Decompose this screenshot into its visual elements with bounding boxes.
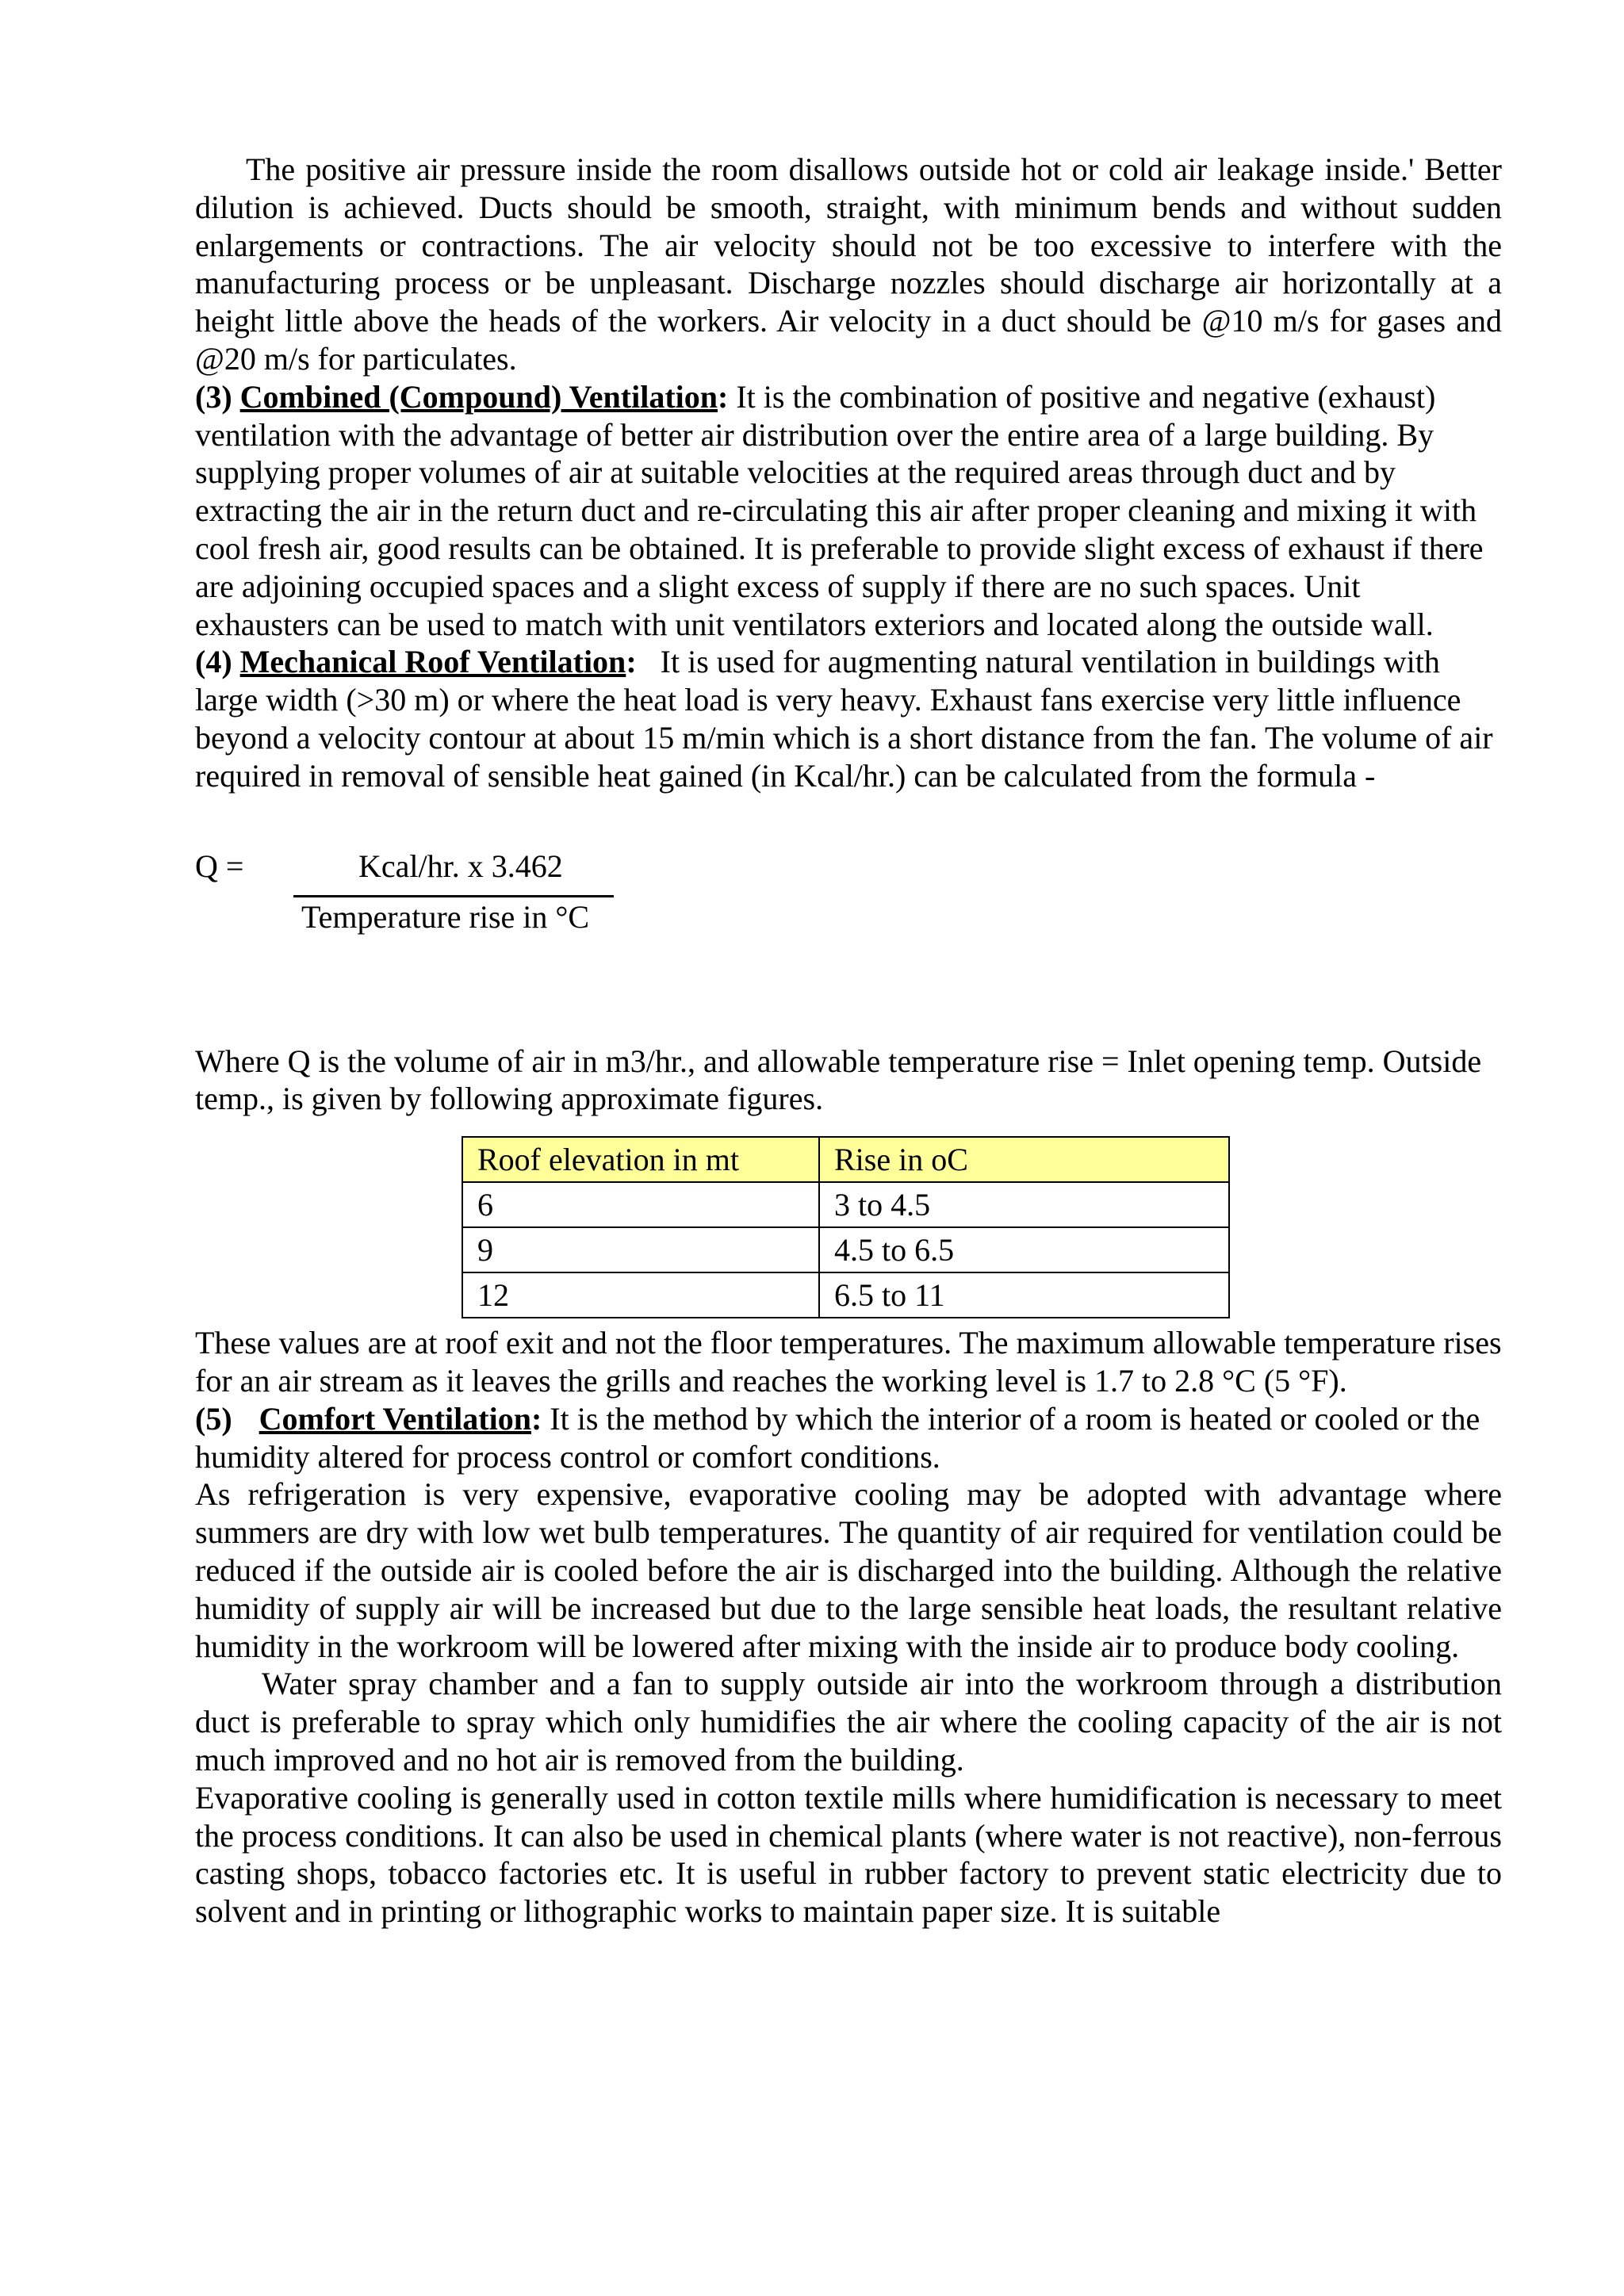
cell-rise: 6.5 to 11 xyxy=(819,1272,1229,1318)
ventilation-formula xyxy=(195,848,1502,943)
heading-colon: : xyxy=(718,378,729,415)
paragraph-refrigeration: As refrigeration is very expensive, evaporative cooling may be adopted with advantage where summers are dry with low wet bulb temperatures. The quantity of air required for ventilation could be reduced if the outside air is cooled before the air is discharged into the building. Although the relative humidity of supply air will be increased but due to the large sensible heat loads, the resultant relative humidity in the workroom will be lowered after mixing with the inside air to produce body cooling. xyxy=(195,1476,1502,1664)
table-header-row xyxy=(462,1137,1229,1182)
section-combined-ventilation xyxy=(195,378,1502,644)
paragraph-evaporative-cooling: Evaporative cooling is generally used in cotton textile mills where humidification is necessary to meet the process conditions. It can also be used in chemical plants (where water is not reactive), non-ferrous casting shops, tobacco factories etc. It is useful in rubber factory to prevent static electricity due to solvent and in printing or lithographic works to maintain paper size. It is suitable xyxy=(195,1779,1502,1930)
header-rise: Rise in oC xyxy=(819,1137,1229,1182)
roof-elevation-table xyxy=(462,1136,1230,1318)
section-number: (3) xyxy=(195,378,240,415)
section-comfort-ventilation xyxy=(195,1400,1502,1476)
heading-colon: : xyxy=(626,644,637,680)
paragraph-positive-pressure: The positive air pressure inside the room disallows outside hot or cold air leakage inside.' Better dilution is achieved. Ducts should be smooth, straight, with minimum bends and without sudden enlargements or contractions. The air velocity should not be too excessive to interfere with the manufacturing process or be unpleasant. Discharge nozzles should discharge air horizontally at a height little above the heads of the workers. Air velocity in a duct should be @10 m/s for gases and @20 m/s for particulates. xyxy=(195,151,1502,377)
table-row xyxy=(462,1272,1229,1318)
formula-denominator: Temperature rise in °C xyxy=(301,898,590,935)
paragraph-roof-exit-values: These values are at roof exit and not the floor temperatures. The maximum allowable temperature rises for an air stream as it leaves the grills and reaches the working level is 1.7 to 2.8 °C (5 °F). xyxy=(195,1325,1502,1399)
paragraph-where-q: Where Q is the volume of air in m3/hr., and allowable temperature rise = Inlet opening temp. Outside temp., is given by following approximate figures. xyxy=(195,1043,1482,1117)
document-page xyxy=(195,151,1502,1931)
section-text: It is the method by which the interior of a room is heated or cooled or the humidity altered for process control or comfort conditions. xyxy=(195,1400,1480,1475)
section-heading: Mechanical Roof Ventilation xyxy=(239,644,626,680)
formula-numerator: Kcal/hr. x 3.462 xyxy=(358,848,563,884)
cell-rise: 4.5 to 6.5 xyxy=(819,1227,1229,1272)
section-heading: Combined (Compound) Ventilation xyxy=(239,378,718,415)
header-roof-elevation: Roof elevation in mt xyxy=(462,1137,819,1182)
cell-elevation: 9 xyxy=(462,1227,819,1272)
section-number: (5) xyxy=(195,1400,232,1437)
section-mechanical-roof-ventilation xyxy=(195,643,1502,794)
fraction-bar xyxy=(293,895,614,897)
cell-elevation: 6 xyxy=(462,1182,819,1227)
cell-rise: 3 to 4.5 xyxy=(819,1182,1229,1227)
formula-lhs: Q = xyxy=(195,848,244,884)
cell-elevation: 12 xyxy=(462,1272,819,1318)
section-heading: Comfort Ventilation xyxy=(259,1400,531,1437)
table-row xyxy=(462,1182,1229,1227)
heading-colon: : xyxy=(530,1400,542,1437)
section-text: It is the combination of positive and negative (exhaust) ventilation with the advantage of better air distribution over the entire area of a large building. By supplying proper volumes of air at suitable velocities at the required areas through duct and by extracting the air in the return duct and re-circulating this air after proper cleaning and mixing it with cool fresh air, good results can be obtained. It is preferable to provide slight excess of exhaust if there are adjoining occupied spaces and a slight excess of supply if there are no such spaces. Unit exhausters can be used to match with unit ventilators exteriors and located along the outside wall. xyxy=(195,378,1484,642)
table-row xyxy=(462,1227,1229,1272)
section-text: It is used for augmenting natural ventilation in buildings with large width (>30 m) or where the heat load is very heavy. Exhaust fans exercise very little influence beyond a velocity contour at about 15 m/min which is a short distance from the fan. The volume of air required in removal of sensible heat gained (in Kcal/hr.) can be calculated from the formula - xyxy=(195,644,1501,794)
paragraph-water-spray: Water spray chamber and a fan to supply outside air into the workroom through a distribution duct is preferable to spray which only humidifies the air where the cooling capacity of the air is not much improved and no hot air is removed from the building. xyxy=(195,1666,1502,1777)
section-number: (4) xyxy=(195,644,240,680)
